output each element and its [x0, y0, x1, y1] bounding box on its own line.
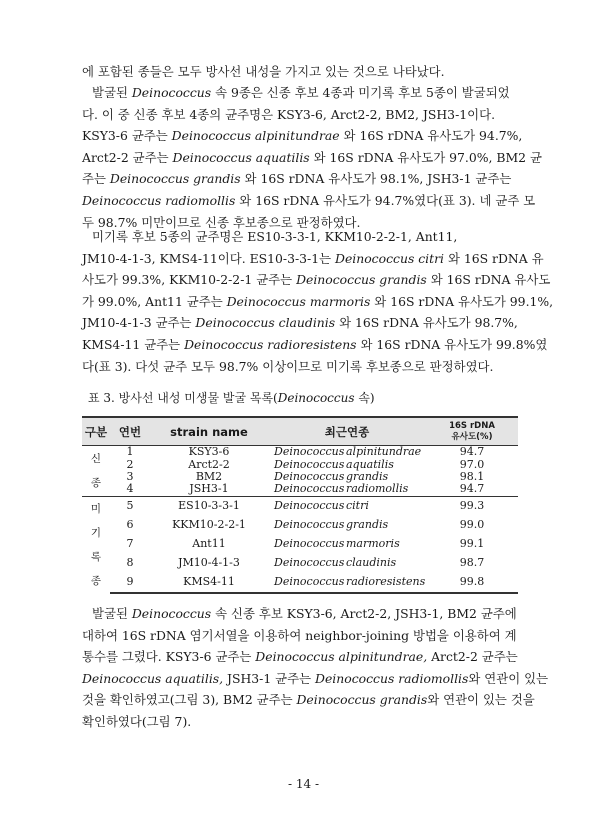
- cell-strain: JM10-4-1-3: [178, 555, 240, 569]
- table-row: [82, 483, 518, 496]
- cell-strain: KSY3-6: [188, 445, 230, 459]
- table-row: [82, 535, 518, 554]
- text-line: Arct2-2 균주는 Deinococcus aquatilis 와 16S rDNA 유사도가 97.0%, BM2 균: [82, 149, 542, 165]
- cell-similarity: 94.7: [459, 445, 485, 459]
- cell-strain: BM2: [195, 469, 223, 483]
- page-number: - 14 -: [287, 777, 319, 791]
- cell-species: Deinococcus alpinitundrae: [274, 445, 422, 459]
- cell-serial: 6: [126, 518, 134, 532]
- text-line: 것을 확인하였고(그림 3), BM2 균주는 Deinococcus grandis와 연관이 있는 것을: [82, 692, 535, 708]
- cell-similarity: 97.0: [459, 457, 485, 471]
- table-row: [82, 496, 518, 516]
- cell-serial: 2: [126, 457, 134, 471]
- table-header-row: [82, 417, 518, 446]
- group-unrecorded-species: 미 기 록 종: [82, 496, 110, 593]
- paragraph-unrecorded-species: [82, 226, 554, 377]
- cell-strain: KMS4-11: [150, 572, 268, 592]
- text-line: 미기록 후보 5종의 균주명은 ES10-3-3-1, KKM10-2-2-1, Ant11,: [92, 229, 458, 244]
- text-line: 에 포함된 종들은 모두 방사선 내성을 가지고 있는 것으로 나타났다.: [82, 64, 445, 79]
- text-line: 통수를 그렸다. KSY3-6 균주는 Deinococcus alpinitundrae, Arct2-2 균주는: [82, 649, 518, 665]
- cell-species: Deinococcus grandis: [274, 469, 389, 483]
- cell-similarity: 94.7: [459, 482, 485, 496]
- text-line: JM10-4-1-3, KMS4-11이다. ES10-3-3-1는 Deinococcus citri 와 16S rDNA 유: [82, 250, 544, 266]
- cell-species: Deinococcus radiomollis: [274, 482, 409, 496]
- paragraph-new-species: [82, 82, 542, 233]
- cell-serial: 9: [110, 572, 150, 592]
- cell-similarity: 98.1: [459, 469, 485, 483]
- table-row: [82, 458, 518, 470]
- paragraph-intro: [82, 61, 528, 83]
- text-line: 두 98.7% 미만이므로 신종 후보종으로 판정하였다.: [82, 214, 361, 230]
- table-caption: 표 3. 방사선 내성 미생물 발굴 목록(Deinococcus 속): [88, 391, 375, 405]
- cell-similarity: 99.0: [459, 518, 485, 532]
- cell-species: Deinococcus claudinis: [274, 555, 397, 569]
- cell-serial: 4: [126, 482, 134, 496]
- cell-similarity: 99.1: [459, 536, 485, 550]
- cell-species: Deinococcus marmoris: [274, 536, 400, 550]
- paragraph-phylogeny: [82, 603, 549, 733]
- cell-similarity: 99.3: [426, 496, 518, 516]
- text-line: Deinococcus radiomollis 와 16S rDNA 유사도가 94.7%였다(표 3). 네 균주 모: [82, 192, 536, 208]
- text-line: 가 99.0%, Ant11 균주는 Deinococcus marmoris 와 16S rDNA 유사도가 99.1%,: [82, 293, 554, 309]
- text-line: 다(표 3). 다섯 균주 모두 98.7% 이상이므로 미기록 후보종으로 판정하였다.: [82, 358, 494, 374]
- cell-strain: Ant11: [192, 536, 226, 550]
- cell-strain: ES10-3-3-1: [150, 496, 268, 516]
- group-new-species: 신 종: [90, 452, 102, 489]
- cell-strain: JSH3-1: [189, 482, 229, 496]
- table-row: [82, 446, 518, 459]
- cell-species: Deinococcus radioresistens: [268, 572, 426, 592]
- header-strain: strain name: [150, 417, 268, 446]
- cell-similarity: 99.8: [426, 572, 518, 592]
- cell-serial: 3: [126, 469, 134, 483]
- text-line: 대하여 16S rDNA 염기서열을 이용하여 neighbor-joining 방법을 이용하여 계: [82, 627, 517, 643]
- table-row: [82, 471, 518, 483]
- cell-similarity: 98.7: [459, 555, 485, 569]
- text-line: 다. 이 중 신종 후보 4종의 균주명은 KSY3-6, Arct2-2, BM2, JSH3-1이다.: [82, 106, 496, 122]
- cell-species: Deinococcus citri: [268, 496, 426, 516]
- table-row: [82, 572, 518, 592]
- text-line: KSY3-6 균주는 Deinococcus alpinitundrae 와 16S rDNA 유사도가 94.7%,: [82, 128, 523, 144]
- strain-table: [82, 416, 518, 594]
- text-line: 발굴된 Deinococcus 속 9종은 신종 후보 4종과 미기록 후보 5종이 발굴되었: [92, 85, 510, 100]
- cell-serial: 5: [110, 496, 150, 516]
- cell-serial: 7: [126, 536, 134, 550]
- table-row: [82, 553, 518, 572]
- cell-serial: 8: [126, 555, 134, 569]
- cell-strain: KKM10-2-2-1: [172, 518, 246, 532]
- header-species: 최근연종: [268, 417, 426, 446]
- text-line: 사도가 99.3%, KKM10-2-2-1 균주는 Deinococcus grandis 와 16S rDNA 유사도: [82, 272, 551, 288]
- header-serial: 연번: [110, 417, 150, 446]
- cell-serial: 1: [126, 445, 134, 459]
- text-line: 발굴된 Deinococcus 속 신종 후보 KSY3-6, Arct2-2, JSH3-1, BM2 균주에: [92, 606, 517, 621]
- cell-species: Deinococcus aquatilis: [274, 457, 394, 471]
- text-line: 주는 Deinococcus grandis 와 16S rDNA 유사도가 98.1%, JSH3-1 균주는: [82, 171, 512, 187]
- header-group: 구분: [82, 417, 110, 446]
- header-similarity: 16S rDNA 유사도(%): [426, 417, 518, 446]
- cell-species: Deinococcus grandis: [274, 518, 389, 532]
- text-line: KMS4-11 균주는 Deinococcus radioresistens 와 16S rDNA 유사도가 99.8%였: [82, 336, 548, 352]
- table-row: [82, 516, 518, 535]
- text-line: 확인하였다(그림 7).: [82, 713, 192, 729]
- cell-strain: Arct2-2: [188, 457, 230, 471]
- text-line: JM10-4-1-3 균주는 Deinococcus claudinis 와 16S rDNA 유사도가 98.7%,: [82, 315, 518, 331]
- text-line: Deinococcus aquatilis, JSH3-1 균주는 Deinococcus radiomollis와 연관이 있는: [82, 670, 549, 686]
